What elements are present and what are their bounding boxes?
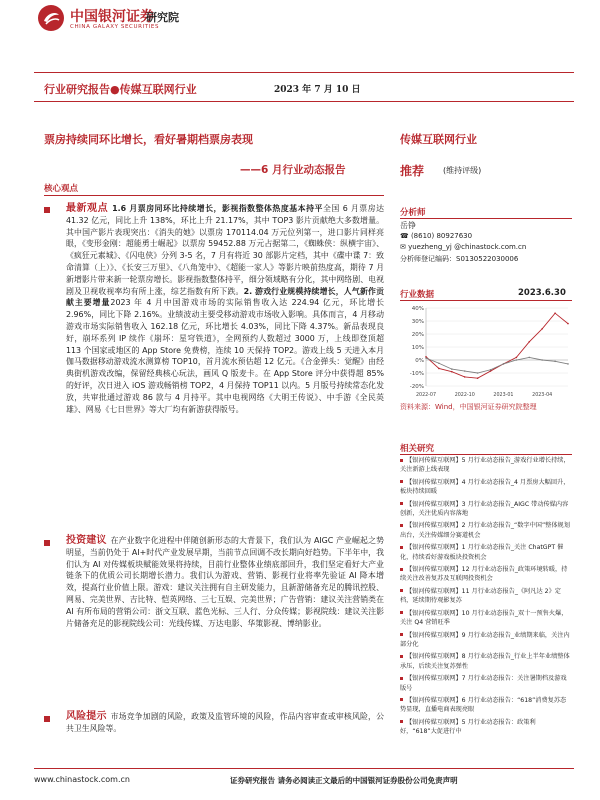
report-subtitle: ——6 月行业动态报告 [240, 164, 346, 176]
analyst-email: ✉ yuezheng_yj @chinastock.com.cn [400, 243, 527, 251]
chart-point [477, 377, 479, 379]
chart-xtick-label: 2023-01 [493, 393, 514, 398]
related-item[interactable]: 【银河传媒互联网】9 月行业动态报告_业绩期来临，关注内部分化 [400, 631, 572, 650]
core-rule [44, 195, 384, 196]
related-item[interactable]: 【银河传媒互联网】3 月行业动态报告_AIGC 带动传媒内容创新，关注优质内容落地 [400, 500, 572, 519]
related-item[interactable]: 【银河传媒互联网】10 月行业动态报告_双十一预售火爆，关注 Q4 营销旺季 [400, 609, 572, 628]
brand-sub: 研究院 [146, 11, 179, 24]
latest-view-paragraph [66, 203, 384, 415]
chart-ytick-label: -20% [409, 384, 424, 390]
chart-xtick-label: 2023-04 [532, 393, 553, 398]
chart-point [528, 357, 530, 359]
related-rule [400, 454, 572, 455]
investment-text: 在产业数字化进程中伴随创新形态的大背景下，我们认为 AIGC 产业崛起之势明显，当前仍处于 AI+时代产业发展早期，当前节点回调不改长期向好趋势。下半年中，我们认为 AI 对传媒板块赋能效果将持续，目前行业整体业绩底部回升，我们坚定看好大产业链条下的优质公司长期增长潜力。我们认为游戏、营销、影视行业将率先验证 AI 降本增效，提高行业价值上限。游戏：建议关注拥有自主研发能力，且新游储备充足的腾讯控股、网易、完美世界、吉比特、恺英网络、三七互娱、完美世界；广告营销：建议关注营销类在 AI 有所布局的营销公司：浙文互联、蓝色光标、三人行、分众传媒；影视院线：建议关注影片储备充足的影视院线公司：光线传媒、万达电影、华策影视、博纳影业。 [66, 536, 384, 628]
chart-point [477, 372, 479, 374]
chart-point [438, 362, 440, 364]
chart-point [438, 368, 440, 370]
related-item[interactable]: 【银河传媒互联网】4 月行业动态报告_4 月票房大幅回升，板块持续回暖 [400, 478, 572, 497]
rating: 推荐 [400, 164, 425, 178]
related-item[interactable]: 【银河传媒互联网】8 月行业动态报告_行业上半年业绩整体承压，后续关注复苏弹性 [400, 652, 572, 671]
chart-point [541, 328, 543, 330]
footer-rule [34, 768, 574, 769]
chart-point [554, 361, 556, 363]
analyst-name: 岳铮 [400, 221, 416, 230]
risk-text: 市场竞争加剧的风险，政策及监管环境的风险，作品内容审查或审核风险，公共卫生风险等。 [66, 712, 384, 733]
chart-point [567, 363, 569, 365]
email-icon: ✉ [400, 243, 409, 251]
related-item[interactable]: 【银河传媒互联网】11 月行业动态报告_《阿凡达 2》定档，延续期待观影复苏 [400, 587, 572, 606]
chart-point [490, 369, 492, 371]
brand-name-cn: 中国银河证券 [70, 9, 154, 25]
risk-keyword: 风险提示 [66, 711, 107, 722]
report-date: 2023 年 7 月 10 日 [274, 85, 361, 95]
risk-paragraph [66, 711, 384, 735]
related-item[interactable]: 【银河传媒互联网】5 月行业动态报告_游戏行业增长持续，关注新游上线表现 [400, 456, 572, 475]
chart-point [503, 363, 505, 365]
related-item[interactable]: 【银河传媒互联网】5 月行业动态报告：政策利好，“618”大促进行中 [400, 718, 572, 737]
chart-ytick-label: 30% [411, 319, 424, 325]
investment-advice-paragraph [66, 535, 384, 629]
chart-xtick-label: 2022-07 [415, 393, 437, 398]
report-title: 票房持续同环比增长，看好暑期档票房表现 [44, 133, 253, 146]
related-item[interactable]: 【银河传媒互联网】12 月行业动态报告_政策环境转暖，持续关注改善复苏及互联网投资机会 [400, 565, 572, 584]
chart-point [464, 376, 466, 378]
chart-heading: 行业数据 [400, 290, 435, 300]
related-item[interactable]: 【银河传媒互联网】6 月行业动态报告：“618”消费复苏态势显现，直播电商表现亮眼 [400, 696, 572, 715]
chart-point [528, 341, 530, 343]
analyst-heading: 分析师 [400, 208, 426, 218]
bullet-marker [44, 540, 50, 546]
chart-point [516, 357, 518, 359]
related-list [400, 456, 572, 740]
brand-logo [38, 5, 64, 31]
side-industry: 传媒互联网行业 [400, 133, 477, 146]
analyst-rule [400, 218, 572, 219]
galaxy-logo-icon [38, 5, 64, 31]
chart-ytick-label: 0% [415, 358, 424, 364]
header-top-rule [34, 72, 574, 73]
related-item[interactable]: 【银河传媒互联网】7 月行业动态报告：关注暑期档及游戏版号 [400, 674, 572, 693]
latest-view-keyword: 最新观点 [66, 203, 109, 214]
core-label: 核心观点 [44, 184, 79, 194]
chart-xtick-label: 2022-10 [454, 393, 475, 398]
chart-series-line [426, 313, 568, 378]
rating-note: (维持评级) [443, 166, 482, 175]
report-type: 行业研究报告●传媒互联网行业 [44, 83, 197, 96]
latest-view-text2: 2023 年 4 月中国游戏市场的实际销售收入达 224.94 亿元，环比增长 2.96%，同比下降 2.16%。业绩波动主要受移动游戏市场收入影响。具体而言，4 月移动游戏市场实际销售收入 162.18 亿元，环比增长 4.03%，同比下降 4.37%。新品表现良好，崩坏系列 IP 续作《崩坏：星穹铁道》，全网预约人数超过 3000 万，上线即登顶超 113 个国家或地区的 App Store 免费榜，连续 10 天保持 TOP2。游戏上线 5 天进入本月伽马数据移动游戏流水测算榜 TOP10，首月流水预估超 12 亿元。《合金弹头：觉醒》由经典街机游戏改编，保留经典核心玩法，画风 Q 版麦卡。在 App Store 评分中获得超 85% 的好评，次日进入 iOS 游戏畅销榜 TOP2，4 月保持 TOP11 以内。5 月版号持续常态化发放，共审批通过游戏 86 款与 4 月持平。其中电视网络《大明王传说》、中手游《全民英雄》、网易《七日世界》等大厂均有新游获得版号。 [66, 298, 384, 414]
related-item[interactable]: 【银河传媒互联网】1 月行业动态报告_关注 ChatGPT 催化，持续看好游戏板块投资机会 [400, 543, 572, 562]
chart-point [464, 370, 466, 372]
investment-keyword: 投资建议 [66, 535, 107, 546]
chart-point [451, 371, 453, 373]
bullet-marker [44, 716, 50, 722]
header-bottom-rule [34, 101, 574, 102]
chart-ytick-label: 40% [411, 306, 424, 312]
chart-ytick-label: -10% [409, 371, 424, 377]
related-item[interactable]: 【银河传媒互联网】2 月行业动态报告_“数字中国”整体规划出台，关注传媒细分赛道机会 [400, 521, 572, 540]
industry-chart [400, 304, 572, 398]
chart-date: 2023.6.30 [518, 288, 566, 298]
related-heading: 相关研究 [400, 444, 435, 454]
chart-rule [400, 300, 572, 301]
latest-view-lead2: 2. 游戏行业规模持续增长，人气新作贡献主要增量 [66, 286, 384, 308]
analyst-cert: 分析师登记编码：S0130522030006 [400, 255, 519, 263]
footer-url[interactable]: www.chinastock.com.cn [34, 775, 130, 784]
chart-ytick-label: 10% [411, 345, 424, 351]
latest-view-lead: 1.6 月票房同环比持续增长，影视指数整体热度基本持平 [112, 204, 323, 213]
chart-point [425, 357, 427, 359]
footer-disclaimer: 证券研究报告 请务必阅读正文最后的中国银河证券股份公司免责声明 [230, 776, 458, 785]
latest-view-text: 全国 6 月票房达 41.32 亿元，同比上升 138%，环比上升 21.17%，其中 TOP3 影片贡献绝大多数增量。其中国产影片表现突出：《消失的她》以票房 170114.04 万元位列第一，进口影片同样亮眼，《变形金刚：超能勇士崛起》以票房 59452.88 万元占据第二，《蜘蛛侠：纵横宇宙》、《疯狂元素城》、《闪电侠》分列 3-5 名，7 月有将近 30 部影片定档，其中《碟中谍 7：致命清算（上）》、《长安三万里》、《八角笼中》、《超能一家人》等影片映前热度高，期待 7 月新增影片带来新一轮票房增长。影视指数整体持平，细分领域略有分化，其中网络剧、电视剧及卫视收视率均有所上涨，综艺指数有所下跌。 [66, 204, 384, 296]
analyst-phone: ☎ (8610) 80927630 [400, 232, 473, 240]
chart-source: 资料来源：Wind，中国银河证券研究院整理 [400, 403, 537, 411]
phone-icon: ☎ [400, 232, 411, 240]
chart-point [541, 359, 543, 361]
chart-point [451, 368, 453, 370]
chart-ytick-label: 20% [411, 332, 424, 338]
brand-name-en: CHINA GALAXY SECURITIES [70, 24, 160, 30]
chart-point [516, 359, 518, 361]
bullet-marker [44, 207, 50, 213]
chart-point [567, 323, 569, 325]
chart-point [554, 312, 556, 314]
